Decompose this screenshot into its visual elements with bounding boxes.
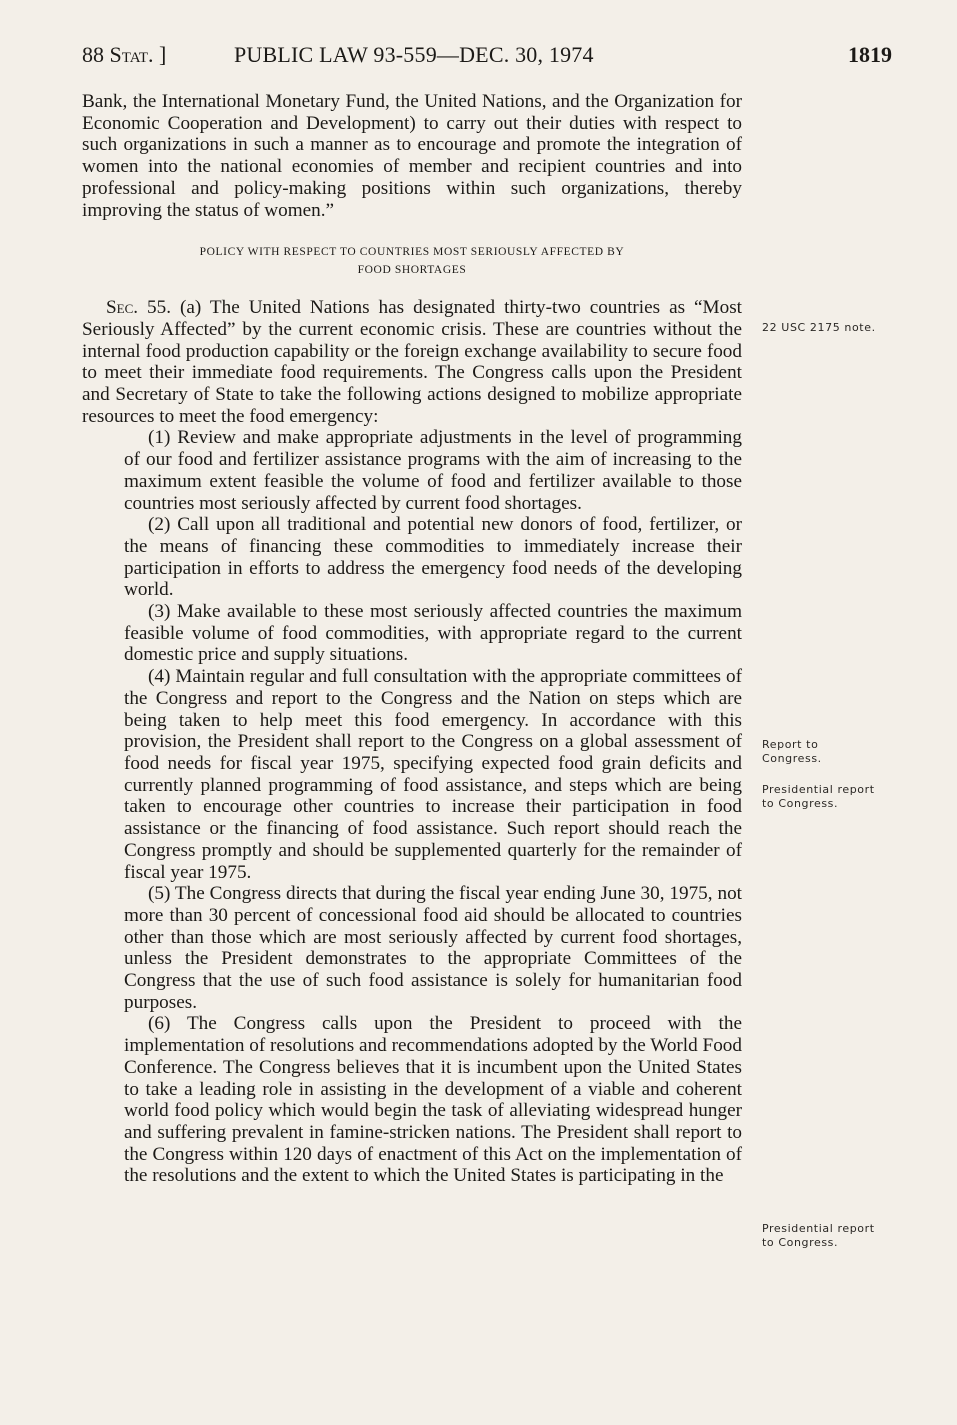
section-heading (82, 243, 742, 279)
main-text (82, 91, 742, 1187)
list-item: (2) Call upon all traditional and potential new donors of food, fertilizer, or the means of financing these commodities to immediately increase their participation in efforts to address the emergency food needs of the developing world. (124, 514, 742, 601)
page-number: 1819 (848, 42, 892, 67)
list-item: (4) Maintain regular and full consultation with the appropriate committees of the Congress and report to the Congress and the Nation on steps which are being taken to help meet this food emergency. In accordance with this provision, the President shall report to the Congress on a global assessment of food needs for fiscal year 1975, specifying expected food grain deficits and currently planned programming of food assistance, and steps which are being taken to encourage other countries to increase their participation in food assistance or the financing of food assistance. Such report should reach the Congress promptly and should be supplemented quarterly for the remainder of fiscal year 1975. (124, 666, 742, 883)
law-title: PUBLIC LAW 93-559—DEC. 30, 1974 (234, 42, 594, 67)
margin-note-report: Report to Congress. (762, 738, 822, 765)
section-heading-line2: FOOD SHORTAGES (357, 264, 467, 277)
list-item: (6) The Congress calls upon the President to proceed with the implementation of resolutions and recommendations adopted by the World Food Conference. The Congress believes that it is incumbent upon the United States to take a leading role in assisting in the development of a viable and coherent world food policy which would begin the task of alleviating widespread hunger and suffering prevalent in famine-stricken nations. The President shall report to the Congress within 120 days of enactment of this Act on the implementation of the resolutions and the extent to which the United States is participating in the (124, 1013, 742, 1187)
list-item: (5) The Congress directs that during the fiscal year ending June 30, 1975, not more than 30 percent of concessional food aid should be allocated to countries other than those which are most seriously affected by current food shortages, unless the President demonstrates to the appropriate Committees of the Congress that the use of such food assistance is solely for humanitarian food purposes. (124, 883, 742, 1013)
page-header (82, 40, 892, 70)
margin-note-presidential-report-2: Presidential report to Congress. (762, 1222, 875, 1249)
intro-paragraph: Bank, the International Monetary Fund, the United Nations, and the Organization for Economic Cooperation and Development) to carry out their duties with respect to such organizations in such a manner as to encourage and promote the integration of women into the national economies of member and recipient countries and into professional and policy-making positions within such organizations, thereby improving the status of women.” (82, 91, 742, 221)
volume-reference: 88 Stat. ] (82, 42, 167, 67)
list-item: (1) Review and make appropriate adjustments in the level of programming of our food and fertilizer assistance programs with the aim of increasing to the maximum extent feasible the volume of food and fertilizer available to those countries most seriously affected by current food shortages. (124, 427, 742, 514)
list-item: (3) Make available to these most seriously affected countries the maximum feasible volume of food commodities, with appropriate regard to the current domestic price and supply situations. (124, 601, 742, 666)
margin-note-presidential-report: Presidential report to Congress. (762, 783, 875, 810)
margin-note-usc: 22 USC 2175 note. (762, 321, 876, 334)
section-paragraph (82, 297, 742, 427)
section-text: (a) The United Nations has designated thirty-two countries as “Most Seriously Affected” by the current economic crisis. These are countries without the internal food production capability or the foreign exchange availability to secure food to meet their immediate food requirements. The Congress calls upon the President and Secretary of State to take the following actions designed to mobilize appropriate resources to meet the food emergency: (82, 297, 742, 427)
section-heading-line1: POLICY WITH RESPECT TO COUNTRIES MOST SERIOUSLY AFFECTED BY (199, 246, 625, 259)
section-lead: Sec. 55. (106, 297, 172, 319)
